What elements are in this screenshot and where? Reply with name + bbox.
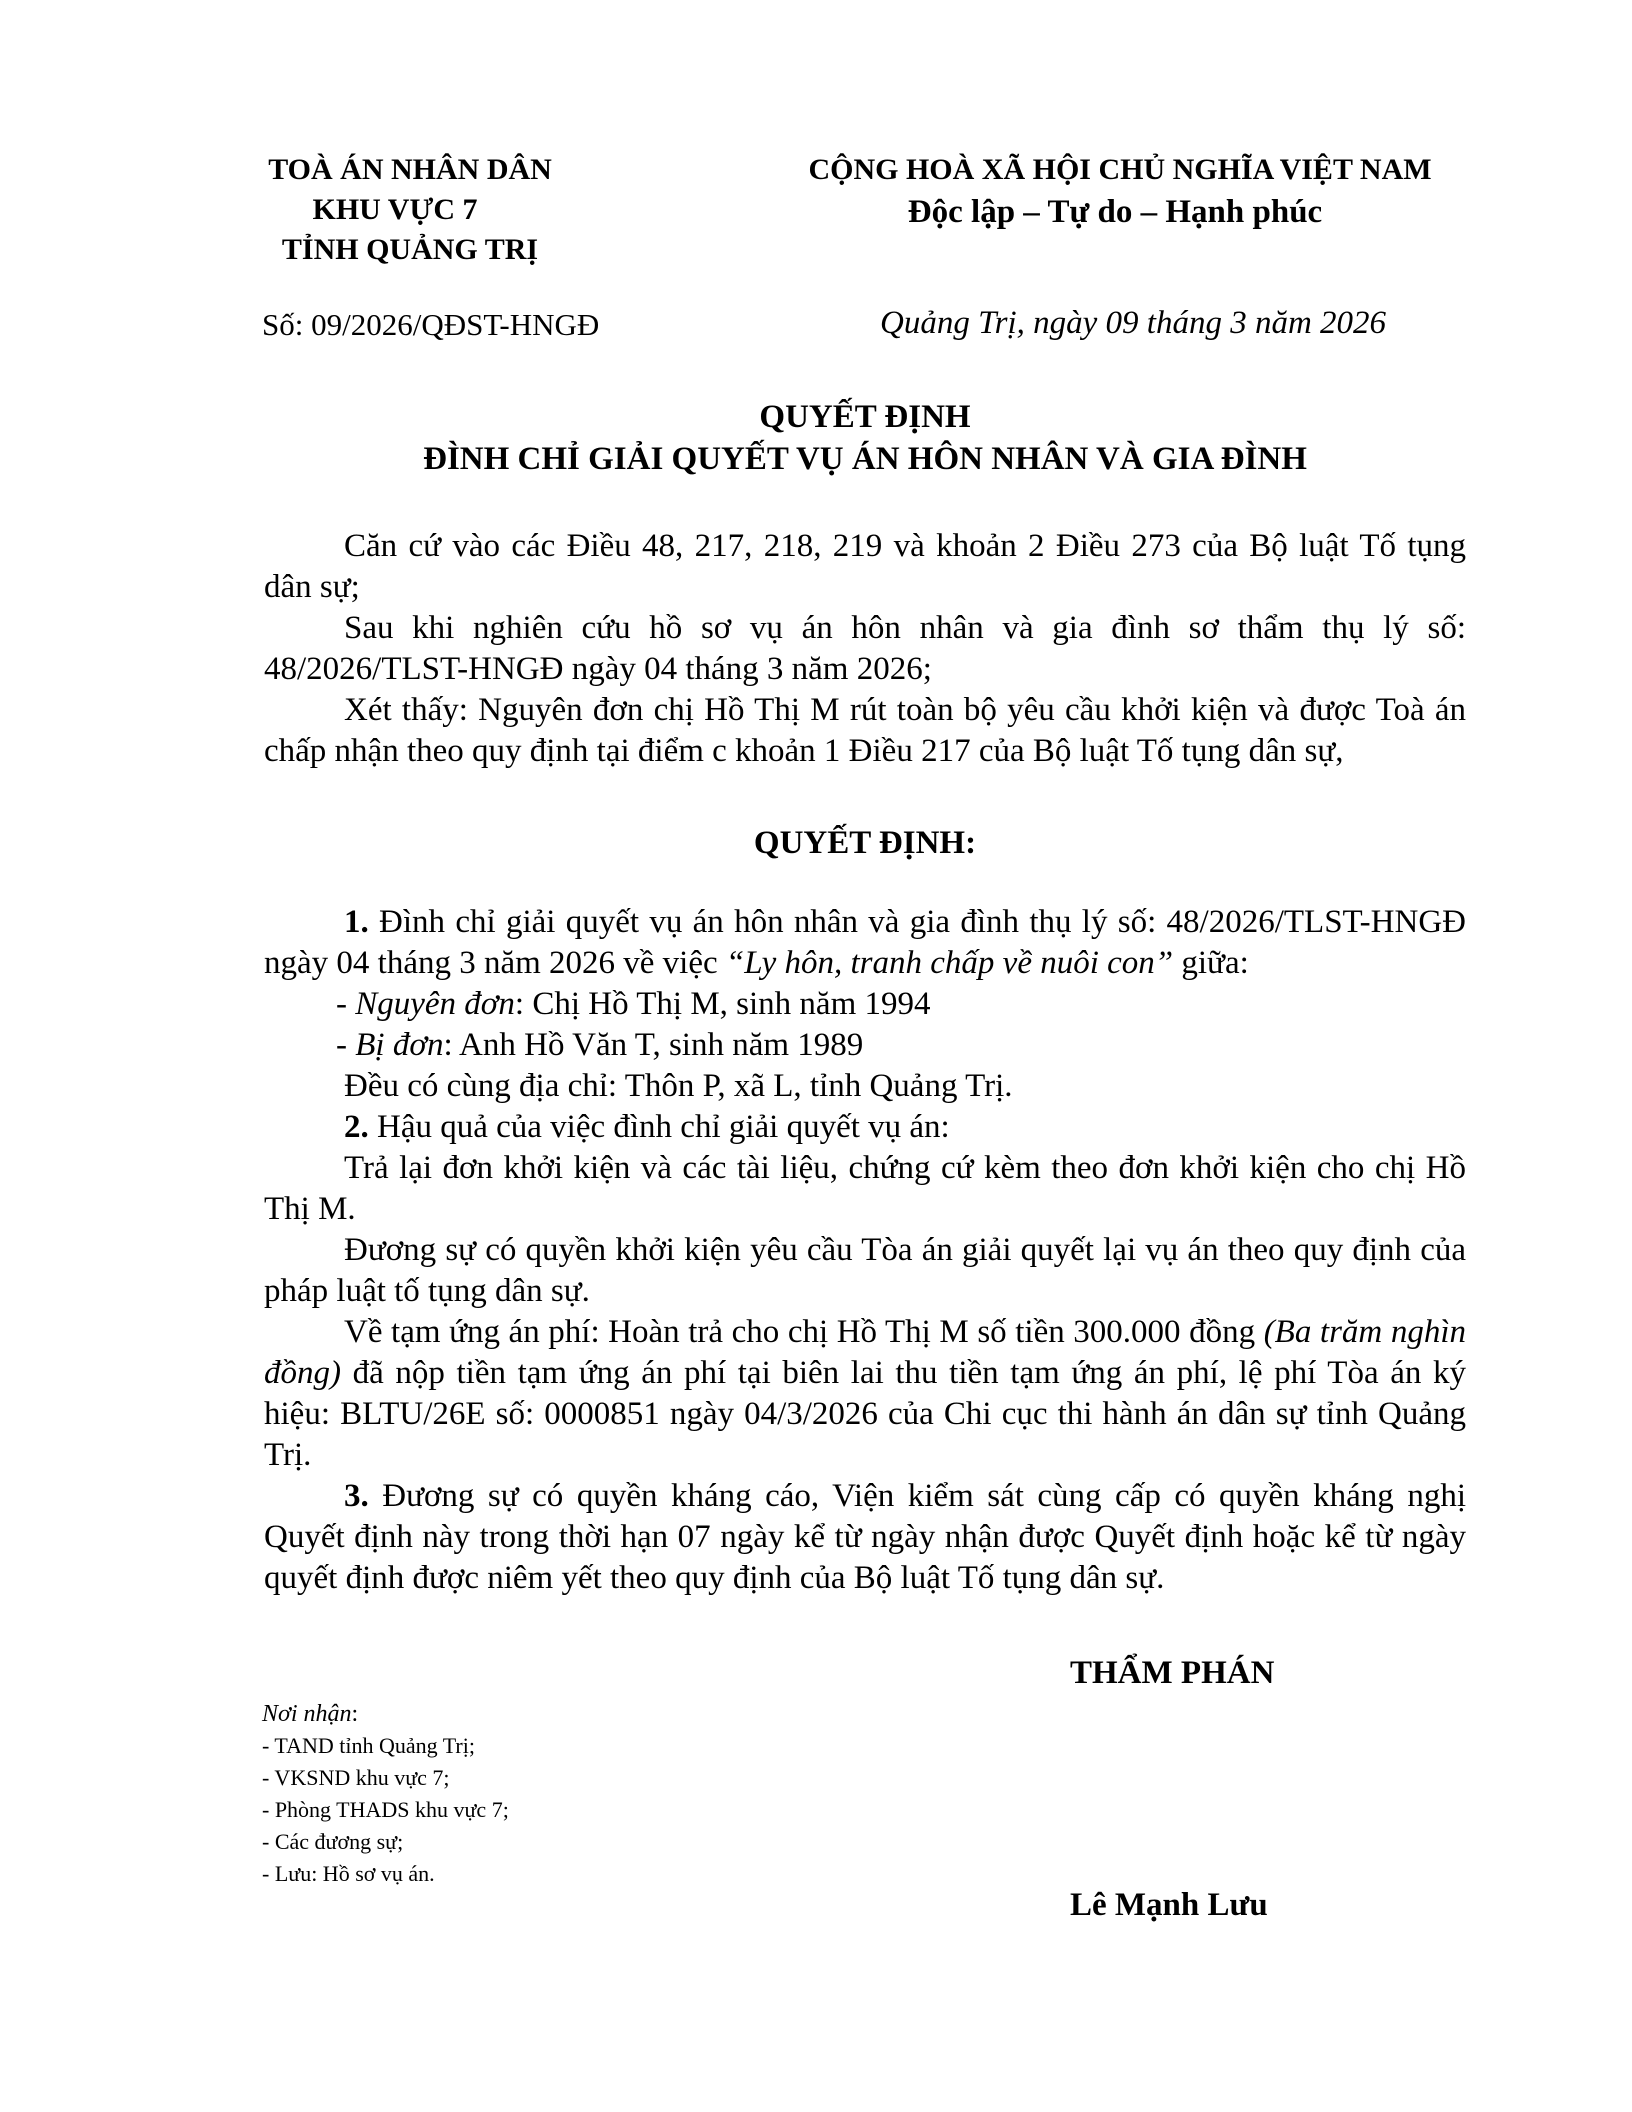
plaintiff-line: - Nguyên đơn: Chị Hồ Thị M, sinh năm 1994 (336, 986, 931, 1022)
court-name-line-1: TOÀ ÁN NHÂN DÂN (268, 153, 552, 186)
recipient-item: - Lưu: Hồ sơ vụ án. (262, 1861, 435, 1886)
preamble-case-review: Sau khi nghiên cứu hồ sơ vụ án hôn nhân và gia đình sơ thẩm thụ lý số: 48/2026/TLST-HNGĐ ngày 04 tháng 3 năm 2026; (264, 610, 1466, 687)
recipient-item: - VKSND khu vực 7; (262, 1765, 450, 1790)
item-2-heading-text: Hậu quả của việc đình chỉ giải quyết vụ án: (368, 1109, 950, 1145)
title-line-2: ĐÌNH CHỈ GIẢI QUYẾT VỤ ÁN HÔN NHÂN VÀ GIA ĐÌNH (423, 441, 1307, 477)
national-header-block (770, 150, 1470, 234)
decision-heading: QUYẾT ĐỊNH: (753, 825, 977, 861)
item-1-number: 1. (344, 904, 369, 940)
decision-item-2-heading (344, 1107, 950, 1148)
case-name: “Ly hôn, tranh chấp về nuôi con” (725, 945, 1174, 981)
place-date: Quảng Trị, ngày 09 tháng 3 năm 2026 (880, 305, 1387, 341)
decision-item-1 (264, 902, 1466, 984)
recipient-item: - Các đương sự; (262, 1829, 404, 1854)
court-name-line-3: TỈNH QUẢNG TRỊ (281, 233, 539, 266)
item-3-number: 3. (344, 1478, 369, 1514)
recipient-item: - Phòng THADS khu vực 7; (262, 1797, 509, 1822)
preamble-legal-basis: Căn cứ vào các Điều 48, 217, 218, 219 và khoản 2 Điều 273 của Bộ luật Tố tụng dân sự; (264, 528, 1466, 605)
recipients-colon: : (351, 1701, 359, 1727)
national-title: CỘNG HOÀ XÃ HỘI CHỦ NGHĨA VIỆT NAM (808, 153, 1432, 186)
shared-address: Đều có cùng địa chỉ: Thôn P, xã L, tỉnh Quảng Trị. (344, 1068, 1013, 1104)
recipient-item: - TAND tỉnh Quảng Trị; (262, 1733, 475, 1758)
fee-text-b: đã nộp tiền tạm ứng án phí tại biên lai thu tiền tạm ứng án phí, lệ phí Tòa án ký hiệu: BLTU/26E số: 0000851 ngày 04/3/2026 của Chi cục thi hành án dân sự tỉnh Quảng Trị. (264, 1355, 1466, 1473)
item-2-right-to-refile: Đương sự có quyền khởi kiện yêu cầu Tòa án giải quyết lại vụ án theo quy định của pháp luật tố tụng dân sự. (264, 1232, 1466, 1309)
plaintiff-label: Nguyên đơn (355, 986, 515, 1022)
item-1-text-b: giữa: (1173, 945, 1249, 981)
plaintiff-info: : Chị Hồ Thị M, sinh năm 1994 (514, 986, 931, 1022)
defendant-info: : Anh Hồ Văn T, sinh năm 1989 (443, 1027, 864, 1063)
document-title (264, 396, 1466, 480)
recipients-label: Nơi nhận (262, 1701, 352, 1727)
signer-role: THẨM PHÁN (1070, 1655, 1275, 1691)
recipients-block (262, 1698, 509, 1890)
item-1-text-a: Đình chỉ giải quyết vụ án hôn nhân và gia đình thụ lý số: 48/2026/TLST-HNGĐ ngày 04 tháng 3 năm 2026 về việc (264, 904, 1466, 981)
item-2-return-documents: Trả lại đơn khởi kiện và các tài liệu, chứng cứ kèm theo đơn khởi kiện cho chị Hồ Thị M. (264, 1150, 1466, 1227)
title-line-1: QUYẾT ĐỊNH (759, 399, 971, 435)
court-name-block (240, 150, 580, 270)
defendant-label: Bị đơn (355, 1027, 444, 1063)
fee-text-a: Về tạm ứng án phí: Hoàn trả cho chị Hồ Thị M số tiền 300.000 đồng (344, 1314, 1264, 1350)
item-2-number: 2. (344, 1109, 369, 1145)
recipients-heading (262, 1698, 509, 1730)
fee-amount-words: (Ba trăm nghìn đồng) (264, 1314, 1466, 1391)
decision-item-3 (264, 1476, 1466, 1599)
national-motto: Độc lập – Tự do – Hạnh phúc (907, 194, 1323, 230)
preamble-considering: Xét thấy: Nguyên đơn chị Hồ Thị M rút toàn bộ yêu cầu khởi kiện và được Toà án chấp nhận theo quy định tại điểm c khoản 1 Điều 217 của Bộ luật Tố tụng dân sự, (264, 692, 1466, 769)
court-name-line-2: KHU VỰC 7 (312, 193, 478, 226)
item-3-text: Đương sự có quyền kháng cáo, Viện kiểm sát cùng cấp có quyền kháng nghị Quyết định này trong thời hạn 07 ngày kể từ ngày nhận được Quyết định hoặc kể từ ngày quyết định được niêm yết theo quy định của Bộ luật Tố tụng dân sự. (264, 1478, 1466, 1596)
item-2-court-fee-refund (264, 1312, 1466, 1476)
document-number: Số: 09/2026/QĐST-HNGĐ (262, 307, 600, 342)
signer-name: Lê Mạnh Lưu (1070, 1887, 1268, 1923)
defendant-line: - Bị đơn: Anh Hồ Văn T, sinh năm 1989 (336, 1027, 864, 1063)
